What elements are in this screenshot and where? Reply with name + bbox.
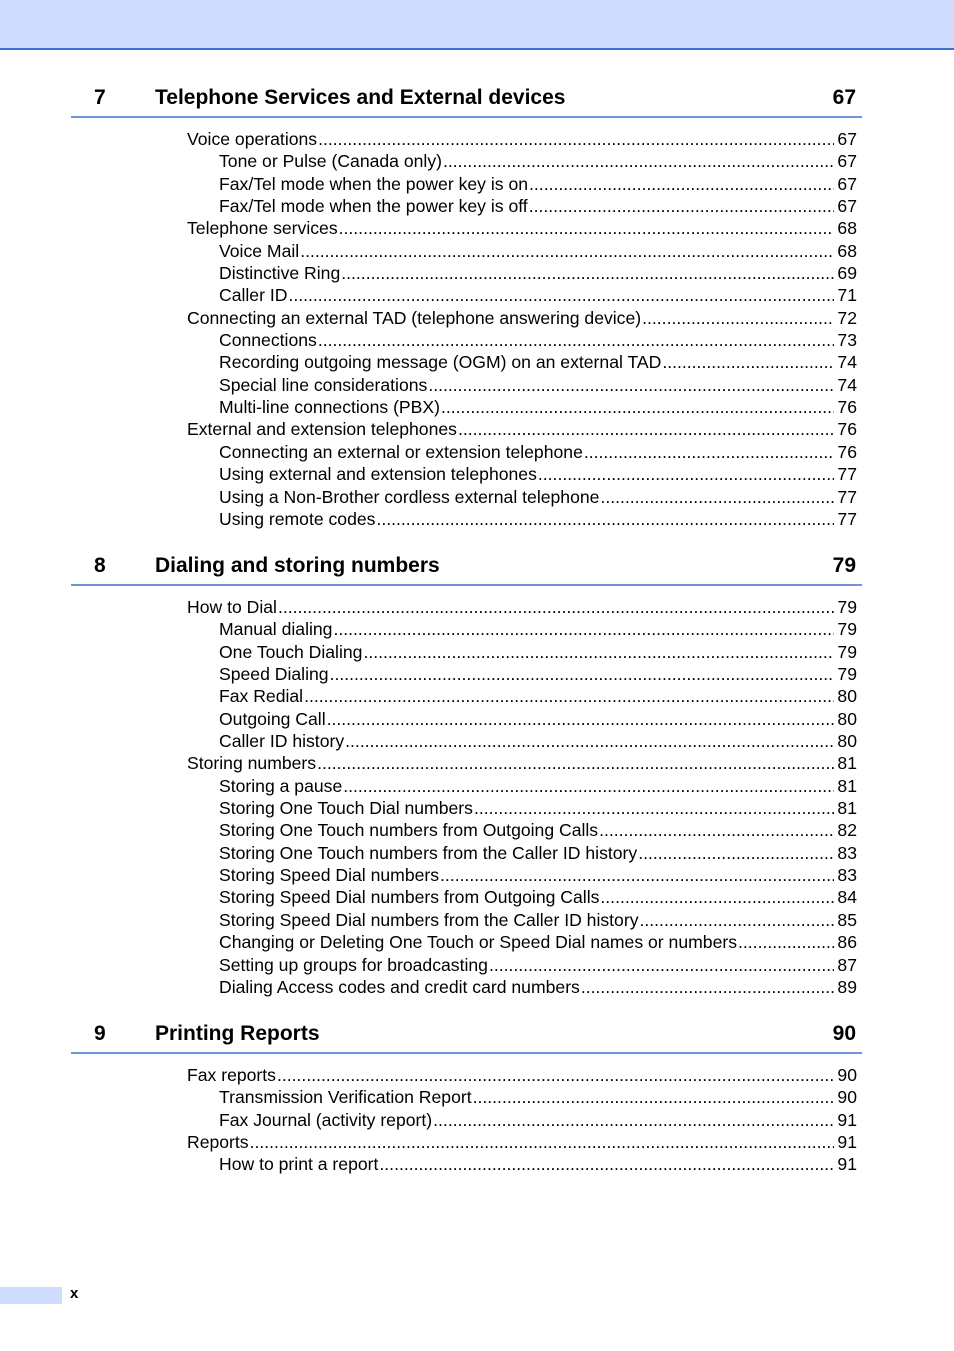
- toc-entry-label: External and extension telephones: [187, 419, 457, 440]
- toc-entry-label: Storing Speed Dial numbers from Outgoing Calls: [219, 887, 600, 908]
- dot-leader: [600, 886, 834, 908]
- dot-leader: [333, 618, 834, 640]
- toc-entry-label: Connecting an external TAD (telephone answering device): [187, 307, 642, 328]
- toc-entry-label: How to Dial: [187, 597, 277, 617]
- dot-leader: [341, 262, 834, 284]
- toc-entry-page: 80: [837, 731, 857, 752]
- chapter-title: Dialing and storing numbers: [155, 554, 440, 577]
- dot-leader: [600, 486, 834, 508]
- toc-entry-page: 81: [837, 753, 857, 774]
- toc-entry-page: 80: [837, 708, 857, 729]
- dot-leader: [599, 819, 834, 841]
- toc-entry-page: 79: [837, 597, 857, 617]
- toc-entry-subsection[interactable]: [71, 396, 862, 418]
- dot-leader: [304, 685, 834, 707]
- toc-entry-label: Caller ID history: [219, 731, 345, 752]
- toc-entry-page: 68: [837, 218, 857, 239]
- toc-entry-page: 83: [837, 842, 857, 863]
- toc-entry-subsection[interactable]: [71, 886, 862, 908]
- toc-entry-page: 73: [837, 330, 857, 351]
- toc-entry-page: 89: [837, 976, 857, 997]
- toc-entry-label: Special line considerations: [219, 374, 428, 395]
- chapter-page-number: 90: [832, 1022, 856, 1045]
- toc-entry-subsection[interactable]: [71, 864, 862, 886]
- toc-entry-page: 87: [837, 954, 857, 975]
- toc-entry-page: 77: [837, 464, 857, 485]
- toc-entry-list: [71, 128, 862, 530]
- toc-entry-subsection[interactable]: [71, 1109, 862, 1131]
- toc-entry-page: 74: [837, 352, 857, 373]
- toc-entry-section[interactable]: [71, 128, 862, 150]
- toc-entry-label: Outgoing Call: [219, 708, 326, 729]
- toc-entry-section[interactable]: [71, 307, 862, 329]
- dot-leader: [529, 173, 834, 195]
- toc-entry-list: [71, 1064, 862, 1176]
- dot-leader: [738, 931, 834, 953]
- chapter-section: [71, 554, 862, 998]
- toc-entry-subsection[interactable]: [71, 374, 862, 396]
- dot-leader: [288, 284, 834, 306]
- toc-entry-label: Using a Non-Brother cordless external telephone: [219, 486, 600, 507]
- dot-leader: [581, 976, 834, 998]
- dot-leader: [458, 418, 834, 440]
- chapter-page-number: 67: [832, 86, 856, 109]
- toc-entry-page: 86: [837, 932, 857, 953]
- toc-entry-subsection[interactable]: [71, 842, 862, 864]
- dot-leader: [638, 842, 834, 864]
- toc-entry-label: Distinctive Ring: [219, 263, 341, 284]
- toc-entry-page: 84: [837, 887, 857, 908]
- toc-entry-label: Fax/Tel mode when the power key is off: [219, 196, 528, 217]
- toc-entry-page: 90: [837, 1065, 857, 1085]
- toc-entry-subsection[interactable]: [71, 819, 862, 841]
- dot-leader: [318, 128, 834, 150]
- dot-leader: [363, 641, 834, 663]
- toc-entry-subsection[interactable]: [71, 441, 862, 463]
- toc-entry-page: 85: [837, 909, 857, 930]
- header-band: [0, 0, 954, 50]
- toc-entry-label: Storing One Touch numbers from the Caller ID history: [219, 842, 638, 863]
- toc-entry-label: Connections: [219, 330, 317, 351]
- dot-leader: [474, 797, 834, 819]
- dot-leader: [318, 329, 834, 351]
- toc-entry-page: 77: [837, 508, 857, 529]
- toc-entry-subsection[interactable]: [71, 173, 862, 195]
- toc-entry-page: 74: [837, 374, 857, 395]
- toc-entry-label: Speed Dialing: [219, 664, 329, 685]
- toc-entry-label: Voice operations: [187, 129, 318, 149]
- toc-entry-page: 68: [837, 240, 857, 261]
- toc-entry-subsection[interactable]: [71, 909, 862, 931]
- toc-entry-page: 67: [837, 196, 857, 217]
- dot-leader: [440, 864, 834, 886]
- toc-entry-subsection[interactable]: [71, 1153, 862, 1175]
- toc-entry-page: 76: [837, 441, 857, 462]
- toc-entry-label: Fax reports: [187, 1065, 276, 1085]
- toc-entry-page: 82: [837, 820, 857, 841]
- dot-leader: [339, 217, 834, 239]
- toc-entry-subsection[interactable]: [71, 150, 862, 172]
- dot-leader: [278, 596, 834, 618]
- dot-leader: [250, 1131, 834, 1153]
- dot-leader: [662, 351, 834, 373]
- dot-leader: [379, 1153, 834, 1175]
- dot-leader: [642, 307, 834, 329]
- chapter-heading[interactable]: [71, 554, 862, 586]
- toc-entry-label: Reports: [187, 1132, 249, 1153]
- dot-leader: [529, 195, 834, 217]
- chapter-title: Printing Reports: [155, 1022, 320, 1045]
- chapter-section: [71, 1022, 862, 1176]
- toc-entry-label: Changing or Deleting One Touch or Speed Dial names or numbers: [219, 932, 738, 953]
- chapter-page-number: 79: [832, 554, 856, 577]
- toc-entry-page: 80: [837, 686, 857, 707]
- toc-entry-page: 76: [837, 397, 857, 418]
- toc-entry-subsection[interactable]: [71, 730, 862, 752]
- toc-entry-subsection[interactable]: [71, 641, 862, 663]
- toc-entry-page: 90: [837, 1087, 857, 1108]
- dot-leader: [538, 463, 834, 485]
- toc-entry-subsection[interactable]: [71, 262, 862, 284]
- toc-entry-subsection[interactable]: [71, 976, 862, 998]
- toc-entry-page: 81: [837, 798, 857, 819]
- toc-entry-page: 91: [837, 1109, 857, 1130]
- toc-entry-subsection[interactable]: [71, 463, 862, 485]
- dot-leader: [300, 240, 834, 262]
- toc-entry-page: 72: [837, 307, 857, 328]
- toc-entry-label: Recording outgoing message (OGM) on an external TAD: [219, 352, 662, 373]
- toc-entry-section[interactable]: [71, 752, 862, 774]
- toc-entry-list: [71, 596, 862, 998]
- toc-entry-page: 69: [837, 263, 857, 284]
- toc-entry-label: Connecting an external or extension telephone: [219, 441, 583, 462]
- chapter-section: [71, 86, 862, 530]
- chapter-title: Telephone Services and External devices: [155, 86, 566, 109]
- toc-entry-label: Storing Speed Dial numbers from the Caller ID history: [219, 909, 639, 930]
- dot-leader: [376, 508, 834, 530]
- toc-entry-page: 79: [837, 664, 857, 685]
- toc-entry-label: Dialing Access codes and credit card numbers: [219, 976, 580, 997]
- dot-leader: [441, 396, 834, 418]
- toc-entry-label: Fax Redial: [219, 686, 304, 707]
- toc-entry-page: 79: [837, 619, 857, 640]
- toc-entry-subsection[interactable]: [71, 775, 862, 797]
- dot-leader: [443, 150, 834, 172]
- toc-entry-section[interactable]: [71, 418, 862, 440]
- toc-entry-label: Using remote codes: [219, 508, 376, 529]
- footer-tab: [0, 1287, 62, 1304]
- toc-entry-subsection[interactable]: [71, 195, 862, 217]
- toc-entry-page: 77: [837, 486, 857, 507]
- chapter-heading[interactable]: [71, 1022, 862, 1054]
- toc-entry-label: Storing Speed Dial numbers: [219, 865, 440, 886]
- dot-leader: [277, 1064, 834, 1086]
- toc-entry-label: Transmission Verification Report: [219, 1087, 472, 1108]
- toc-entry-label: Storing a pause: [219, 775, 343, 796]
- toc-entry-page: 76: [837, 419, 857, 440]
- toc-entry-page: 91: [837, 1132, 857, 1153]
- toc-entry-label: Storing One Touch numbers from Outgoing Calls: [219, 820, 599, 841]
- toc-entry-page: 91: [837, 1154, 857, 1175]
- toc-entry-section[interactable]: [71, 1131, 862, 1153]
- toc-entry-subsection[interactable]: [71, 351, 862, 373]
- dot-leader: [428, 374, 834, 396]
- toc-entry-label: Tone or Pulse (Canada only): [219, 151, 442, 172]
- chapter-number: 9: [94, 1022, 106, 1045]
- dot-leader: [343, 775, 834, 797]
- toc-entry-label: Caller ID: [219, 285, 288, 306]
- toc-entry-subsection[interactable]: [71, 486, 862, 508]
- toc-entry-label: Manual dialing: [219, 619, 333, 640]
- toc-entry-label: One Touch Dialing: [219, 641, 363, 662]
- toc-entry-section[interactable]: [71, 596, 862, 618]
- toc-entry-page: 81: [837, 775, 857, 796]
- toc-entry-label: Telephone services: [187, 218, 338, 239]
- toc-entry-page: 67: [837, 173, 857, 194]
- toc-entry-page: 67: [837, 151, 857, 172]
- toc-entry-page: 83: [837, 865, 857, 886]
- toc-entry-section[interactable]: [71, 1064, 862, 1086]
- toc-entry-label: Storing One Touch Dial numbers: [219, 798, 473, 819]
- toc-entry-label: Voice Mail: [219, 240, 300, 261]
- toc-entry-page: 71: [837, 285, 857, 306]
- toc-entry-page: 79: [837, 641, 857, 662]
- toc-entry-subsection[interactable]: [71, 240, 862, 262]
- toc-entry-label: Storing numbers: [187, 753, 317, 774]
- dot-leader: [489, 954, 834, 976]
- dot-leader: [473, 1086, 834, 1108]
- toc-entry-subsection[interactable]: [71, 284, 862, 306]
- toc-entry-subsection[interactable]: [71, 329, 862, 351]
- dot-leader: [327, 708, 834, 730]
- dot-leader: [640, 909, 835, 931]
- toc-entry-subsection[interactable]: [71, 931, 862, 953]
- toc-entry-label: Setting up groups for broadcasting: [219, 954, 488, 975]
- toc-entry-subsection[interactable]: [71, 663, 862, 685]
- dot-leader: [584, 441, 834, 463]
- chapter-heading[interactable]: [71, 86, 862, 118]
- toc-entry-subsection[interactable]: [71, 954, 862, 976]
- dot-leader: [433, 1109, 834, 1131]
- chapter-number: 7: [94, 86, 106, 109]
- toc-entry-subsection[interactable]: [71, 685, 862, 707]
- toc-entry-label: Using external and extension telephones: [219, 464, 537, 485]
- chapter-number: 8: [94, 554, 106, 577]
- dot-leader: [345, 730, 834, 752]
- toc-entry-label: Fax Journal (activity report): [219, 1109, 433, 1130]
- dot-leader: [317, 752, 834, 774]
- toc-entry-label: Multi-line connections (PBX): [219, 397, 440, 418]
- toc-entry-subsection[interactable]: [71, 1086, 862, 1108]
- toc-entry-label: How to print a report: [219, 1154, 379, 1175]
- dot-leader: [330, 663, 834, 685]
- toc-entry-section[interactable]: [71, 217, 862, 239]
- footer-page-number: x: [70, 1285, 79, 1302]
- toc-entry-label: Fax/Tel mode when the power key is on: [219, 173, 529, 194]
- toc-entry-subsection[interactable]: [71, 797, 862, 819]
- toc-entry-subsection[interactable]: [71, 708, 862, 730]
- toc-entry-subsection[interactable]: [71, 508, 862, 530]
- toc-entry-subsection[interactable]: [71, 618, 862, 640]
- toc-entry-page: 67: [837, 129, 857, 149]
